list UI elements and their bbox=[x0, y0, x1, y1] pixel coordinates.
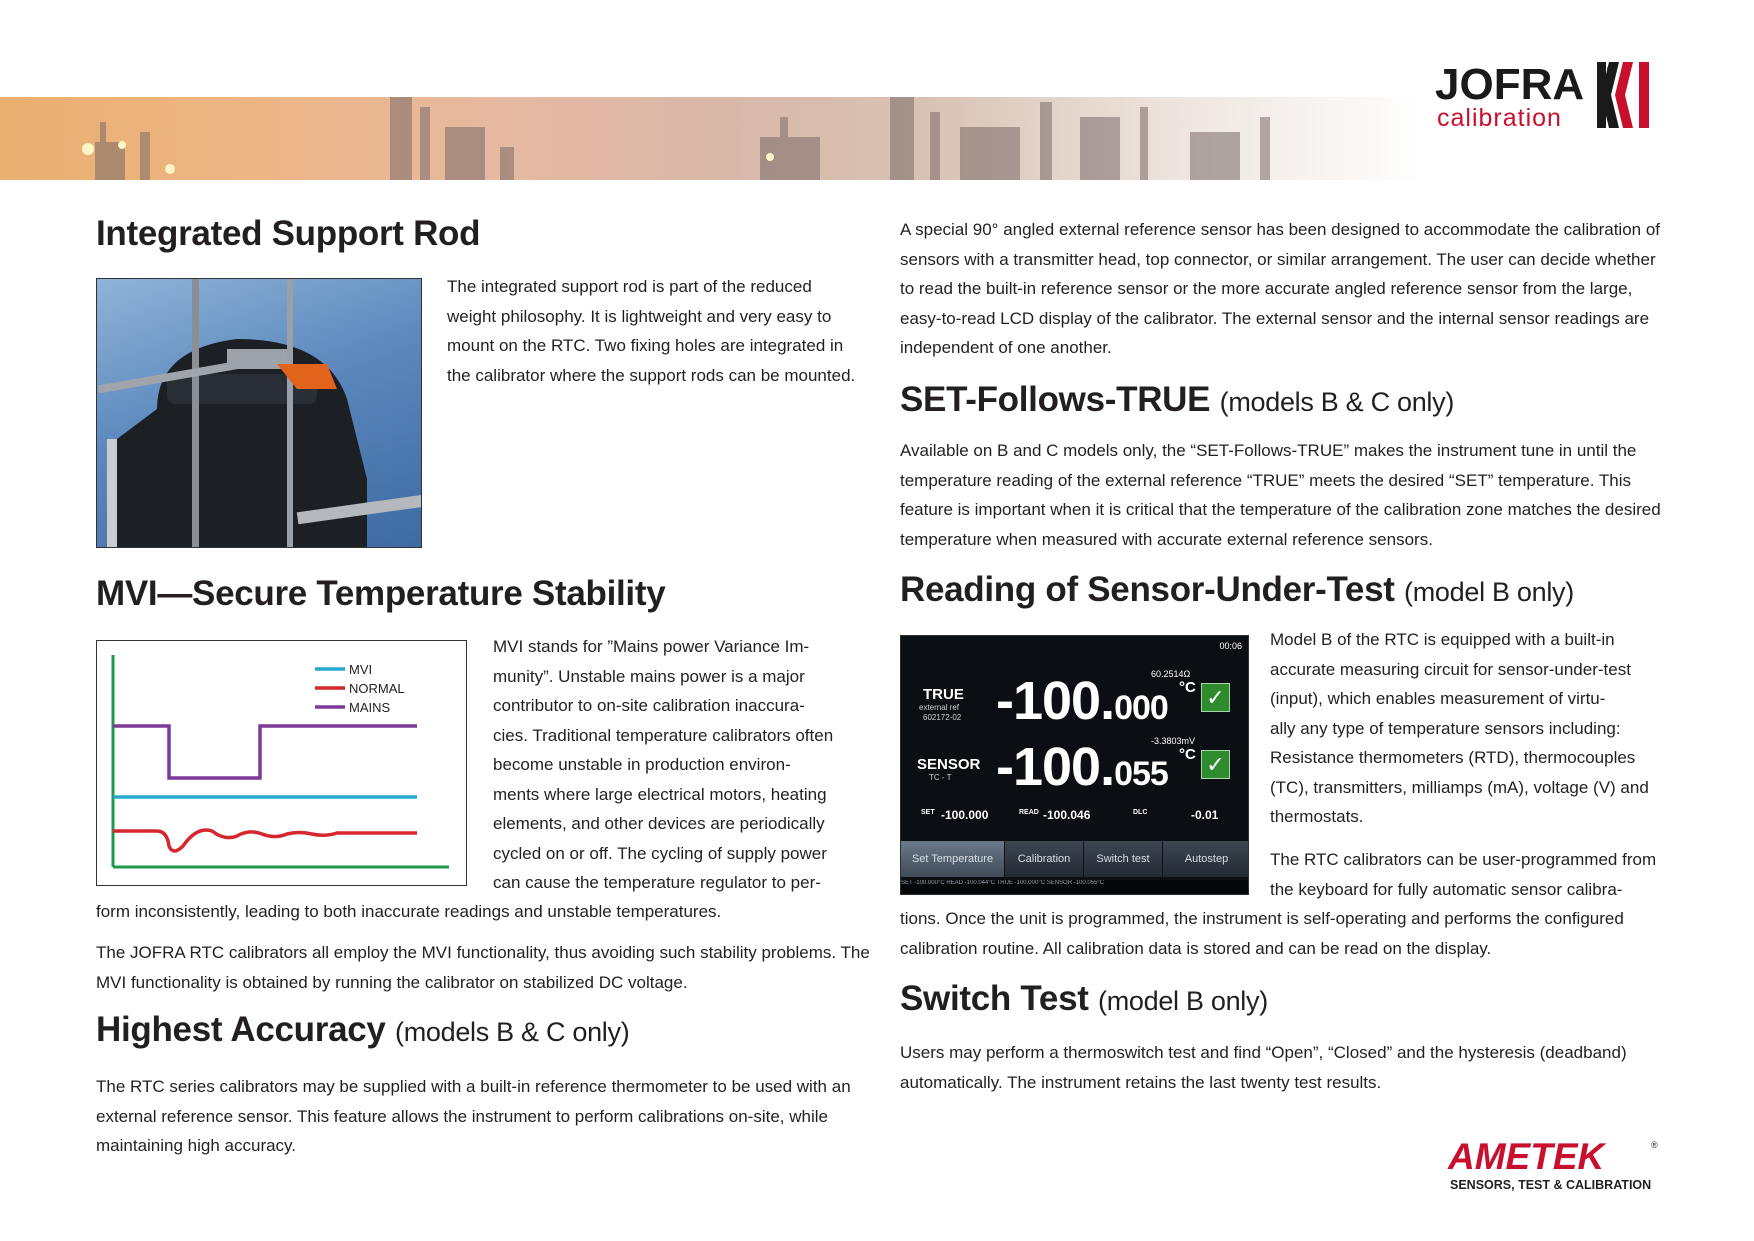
sut-heading bbox=[900, 570, 1574, 610]
jofra-k-mark-icon bbox=[1595, 62, 1659, 128]
lcd-set-temperature-button[interactable]: Set Temperature bbox=[901, 841, 1005, 877]
sut-body-line: Model B of the RTC is equipped with a built-in bbox=[1270, 630, 1615, 649]
legend-mvi-label: MVI bbox=[349, 662, 373, 677]
lcd-dlc-value: -0.01 bbox=[1191, 808, 1219, 822]
mvi-body-line: can cause the temperature regulator to per- bbox=[493, 873, 821, 892]
accuracy-heading-sub: (models B & C only) bbox=[395, 1017, 630, 1047]
lcd-dlc-label: DLC bbox=[1133, 809, 1148, 816]
lcd-true-sub2: 602172-02 bbox=[923, 713, 962, 722]
mvi-body-line: munity”. Unstable mains power is a major bbox=[493, 666, 805, 686]
lcd-set-read-row bbox=[901, 806, 1249, 828]
sut-body-line: Resistance thermometers (RTD), thermocouples bbox=[1270, 748, 1636, 767]
sut-body-line: accurate measuring circuit for sensor-under-test bbox=[1270, 659, 1631, 679]
ametek-logo bbox=[1448, 1136, 1668, 1196]
sut-body-line: ally any type of temperature sensors including: bbox=[1270, 718, 1621, 738]
lcd-true-int: -100. bbox=[996, 671, 1115, 731]
mvi-body-line: elements, and other devices are periodically bbox=[493, 814, 825, 833]
ametek-logo-subtitle: SENSORS, TEST & CALIBRATION bbox=[1450, 1178, 1652, 1192]
lcd-set-value: -100.000 bbox=[941, 808, 989, 822]
refinery-silhouette bbox=[0, 97, 1420, 180]
mvi-body-line: contributor to on-site calibration inaccura- bbox=[493, 696, 805, 715]
lcd-true-label: TRUE bbox=[923, 686, 964, 703]
sut-heading-main: Reading of Sensor-Under-Test bbox=[900, 570, 1395, 609]
header-banner-industrial-photo bbox=[0, 97, 1420, 180]
switch-test-heading-main: Switch Test bbox=[900, 979, 1089, 1018]
accuracy-heading bbox=[96, 1010, 629, 1050]
mvi-heading: MVI—Secure Temperature Stability bbox=[96, 574, 666, 613]
sut-body-wrapped bbox=[1270, 625, 1680, 832]
mvi-chart-normal-line bbox=[113, 830, 417, 851]
lcd-true-check-icon: ✓ bbox=[1201, 683, 1230, 712]
lcd-calibration-button[interactable]: Calibration bbox=[1005, 841, 1084, 877]
set-follows-heading-sub: (models B & C only) bbox=[1219, 387, 1455, 417]
lcd-true-ohm: 60.2514Ω bbox=[1151, 669, 1191, 679]
mvi-body-wrapped bbox=[493, 632, 868, 898]
mvi-body-line: MVI stands for ”Mains power Variance Im- bbox=[493, 637, 810, 656]
lcd-true-sub1: external ref bbox=[919, 703, 960, 712]
switch-test-heading-sub: (model B only) bbox=[1098, 986, 1268, 1016]
lcd-sensor-dec: 055 bbox=[1114, 755, 1168, 793]
lcd-set-label: SET bbox=[921, 809, 935, 816]
external-sensor-intro: A special 90° angled external reference sensor has been designed to accommodate the calibration of sensors with a transmitter head, top connector, or similar arrangement. The user can decide whether to read the built-in reference sensor or the more accurate angled reference sensor from the large, easy-to-read LCD display of the calibrator. The external sensor and the internal sensor readings are independent of one another. bbox=[900, 220, 1661, 357]
mvi-body-line: cies. Traditional temperature calibrators often bbox=[493, 725, 834, 745]
legend-mains-label: MAINS bbox=[349, 700, 391, 715]
lcd-sensor-label: SENSOR bbox=[917, 756, 981, 773]
lcd-status-bar: SET -100.000°C READ -100.044°C TRUE -100.000°C SENSOR -100.055°C bbox=[901, 880, 1249, 894]
lcd-true-dec: 000 bbox=[1114, 689, 1168, 727]
sut-heading-sub: (model B only) bbox=[1404, 577, 1574, 607]
jofra-logo-subtitle: calibration bbox=[1437, 104, 1562, 132]
mvi-body-2: The JOFRA RTC calibrators all employ the MVI functionality, thus avoiding such stability problems. The MVI functionality is obtained by running the calibrator on stabilized DC voltage. bbox=[96, 943, 870, 992]
lcd-sensor-int: -100. bbox=[996, 737, 1115, 797]
lcd-autostep-button[interactable]: Autostep bbox=[1163, 841, 1249, 877]
lcd-read-label: READ bbox=[1019, 809, 1039, 816]
mvi-body-line: cycled on or off. The cycling of supply power bbox=[493, 843, 827, 863]
sut-body2-tail: tions. Once the unit is programmed, the instrument is self-operating and performs the configured calibration routine. All calibration data is stored and can be read on the display. bbox=[900, 909, 1624, 958]
mvi-chart bbox=[96, 640, 467, 886]
lcd-sensor-value bbox=[996, 736, 1168, 798]
ametek-registered-mark: ® bbox=[1651, 1140, 1658, 1150]
support-rod-heading: Integrated Support Rod bbox=[96, 214, 481, 253]
support-rod-body: The integrated support rod is part of the reduced weight philosophy. It is lightweight and very easy to mount on the RTC. Two fixing holes are integrated in the calibrator where the support rods can be mounted. bbox=[447, 277, 856, 385]
mvi-body-line: become unstable in production environ- bbox=[493, 755, 791, 774]
lcd-read-value: -100.046 bbox=[1043, 808, 1091, 822]
set-follows-heading-main: SET-Follows-TRUE bbox=[900, 380, 1211, 419]
lcd-switch-test-button[interactable]: Switch test bbox=[1084, 841, 1163, 877]
sut-body-line: thermostats. bbox=[1270, 807, 1364, 826]
mvi-chart-svg bbox=[97, 641, 467, 886]
calibrator-lcd-display bbox=[900, 635, 1249, 895]
lcd-sensor-sub: TC - T bbox=[929, 773, 952, 782]
support-rod-photo bbox=[96, 278, 422, 548]
mvi-body-tail: form inconsistently, leading to both inaccurate readings and unstable temperatures. bbox=[96, 902, 722, 921]
mvi-chart-mains-line bbox=[113, 726, 417, 778]
sut-body2-line: The RTC calibrators can be user-programmed from bbox=[1270, 850, 1657, 869]
lcd-sensor-mv: -3.3803mV bbox=[1151, 736, 1196, 746]
mvi-body-line: ments where large electrical motors, heating bbox=[493, 784, 827, 804]
jofra-logo-wordmark: JOFRA bbox=[1435, 60, 1585, 109]
sut-body2-line: the keyboard for fully automatic sensor calibra- bbox=[1270, 879, 1623, 899]
accuracy-heading-main: Highest Accuracy bbox=[96, 1010, 386, 1049]
lcd-clock: 00:06 bbox=[1219, 641, 1242, 651]
lcd-sensor-unit: °C bbox=[1179, 746, 1196, 763]
sut-body-line: (input), which enables measurement of virtu- bbox=[1270, 689, 1606, 708]
set-follows-body: Available on B and C models only, the “SET-Follows-TRUE” makes the instrument tune in until the temperature reading of the external reference “TRUE” meets the desired “SET” temperature. This feature is important when it is critical that the temperature of the calibration zone matches the desired temperature when measured with accurate external reference sensors. bbox=[900, 441, 1661, 549]
set-follows-heading bbox=[900, 380, 1454, 420]
jofra-logo bbox=[1435, 58, 1665, 132]
ametek-logo-wordmark: AMETEK bbox=[1448, 1136, 1605, 1177]
switch-test-heading bbox=[900, 979, 1268, 1019]
lcd-true-value bbox=[996, 670, 1168, 732]
switch-test-body: Users may perform a thermoswitch test and find “Open”, “Closed” and the hysteresis (deadband) automatically. The instrument retains the last twenty test results. bbox=[900, 1043, 1627, 1092]
legend-normal-label: NORMAL bbox=[349, 681, 405, 696]
support-rod-illustration bbox=[97, 279, 422, 548]
sut-body2-wrapped bbox=[1270, 845, 1680, 904]
lcd-true-unit: °C bbox=[1179, 679, 1196, 696]
accuracy-body: The RTC series calibrators may be supplied with a built-in reference thermometer to be used with an external reference sensor. This feature allows the instrument to perform calibrations on-site, while maintaining high accuracy. bbox=[96, 1077, 851, 1155]
lcd-sensor-check-icon: ✓ bbox=[1201, 750, 1230, 779]
sut-body-line: (TC), transmitters, milliamps (mA), voltage (V) and bbox=[1270, 777, 1649, 797]
